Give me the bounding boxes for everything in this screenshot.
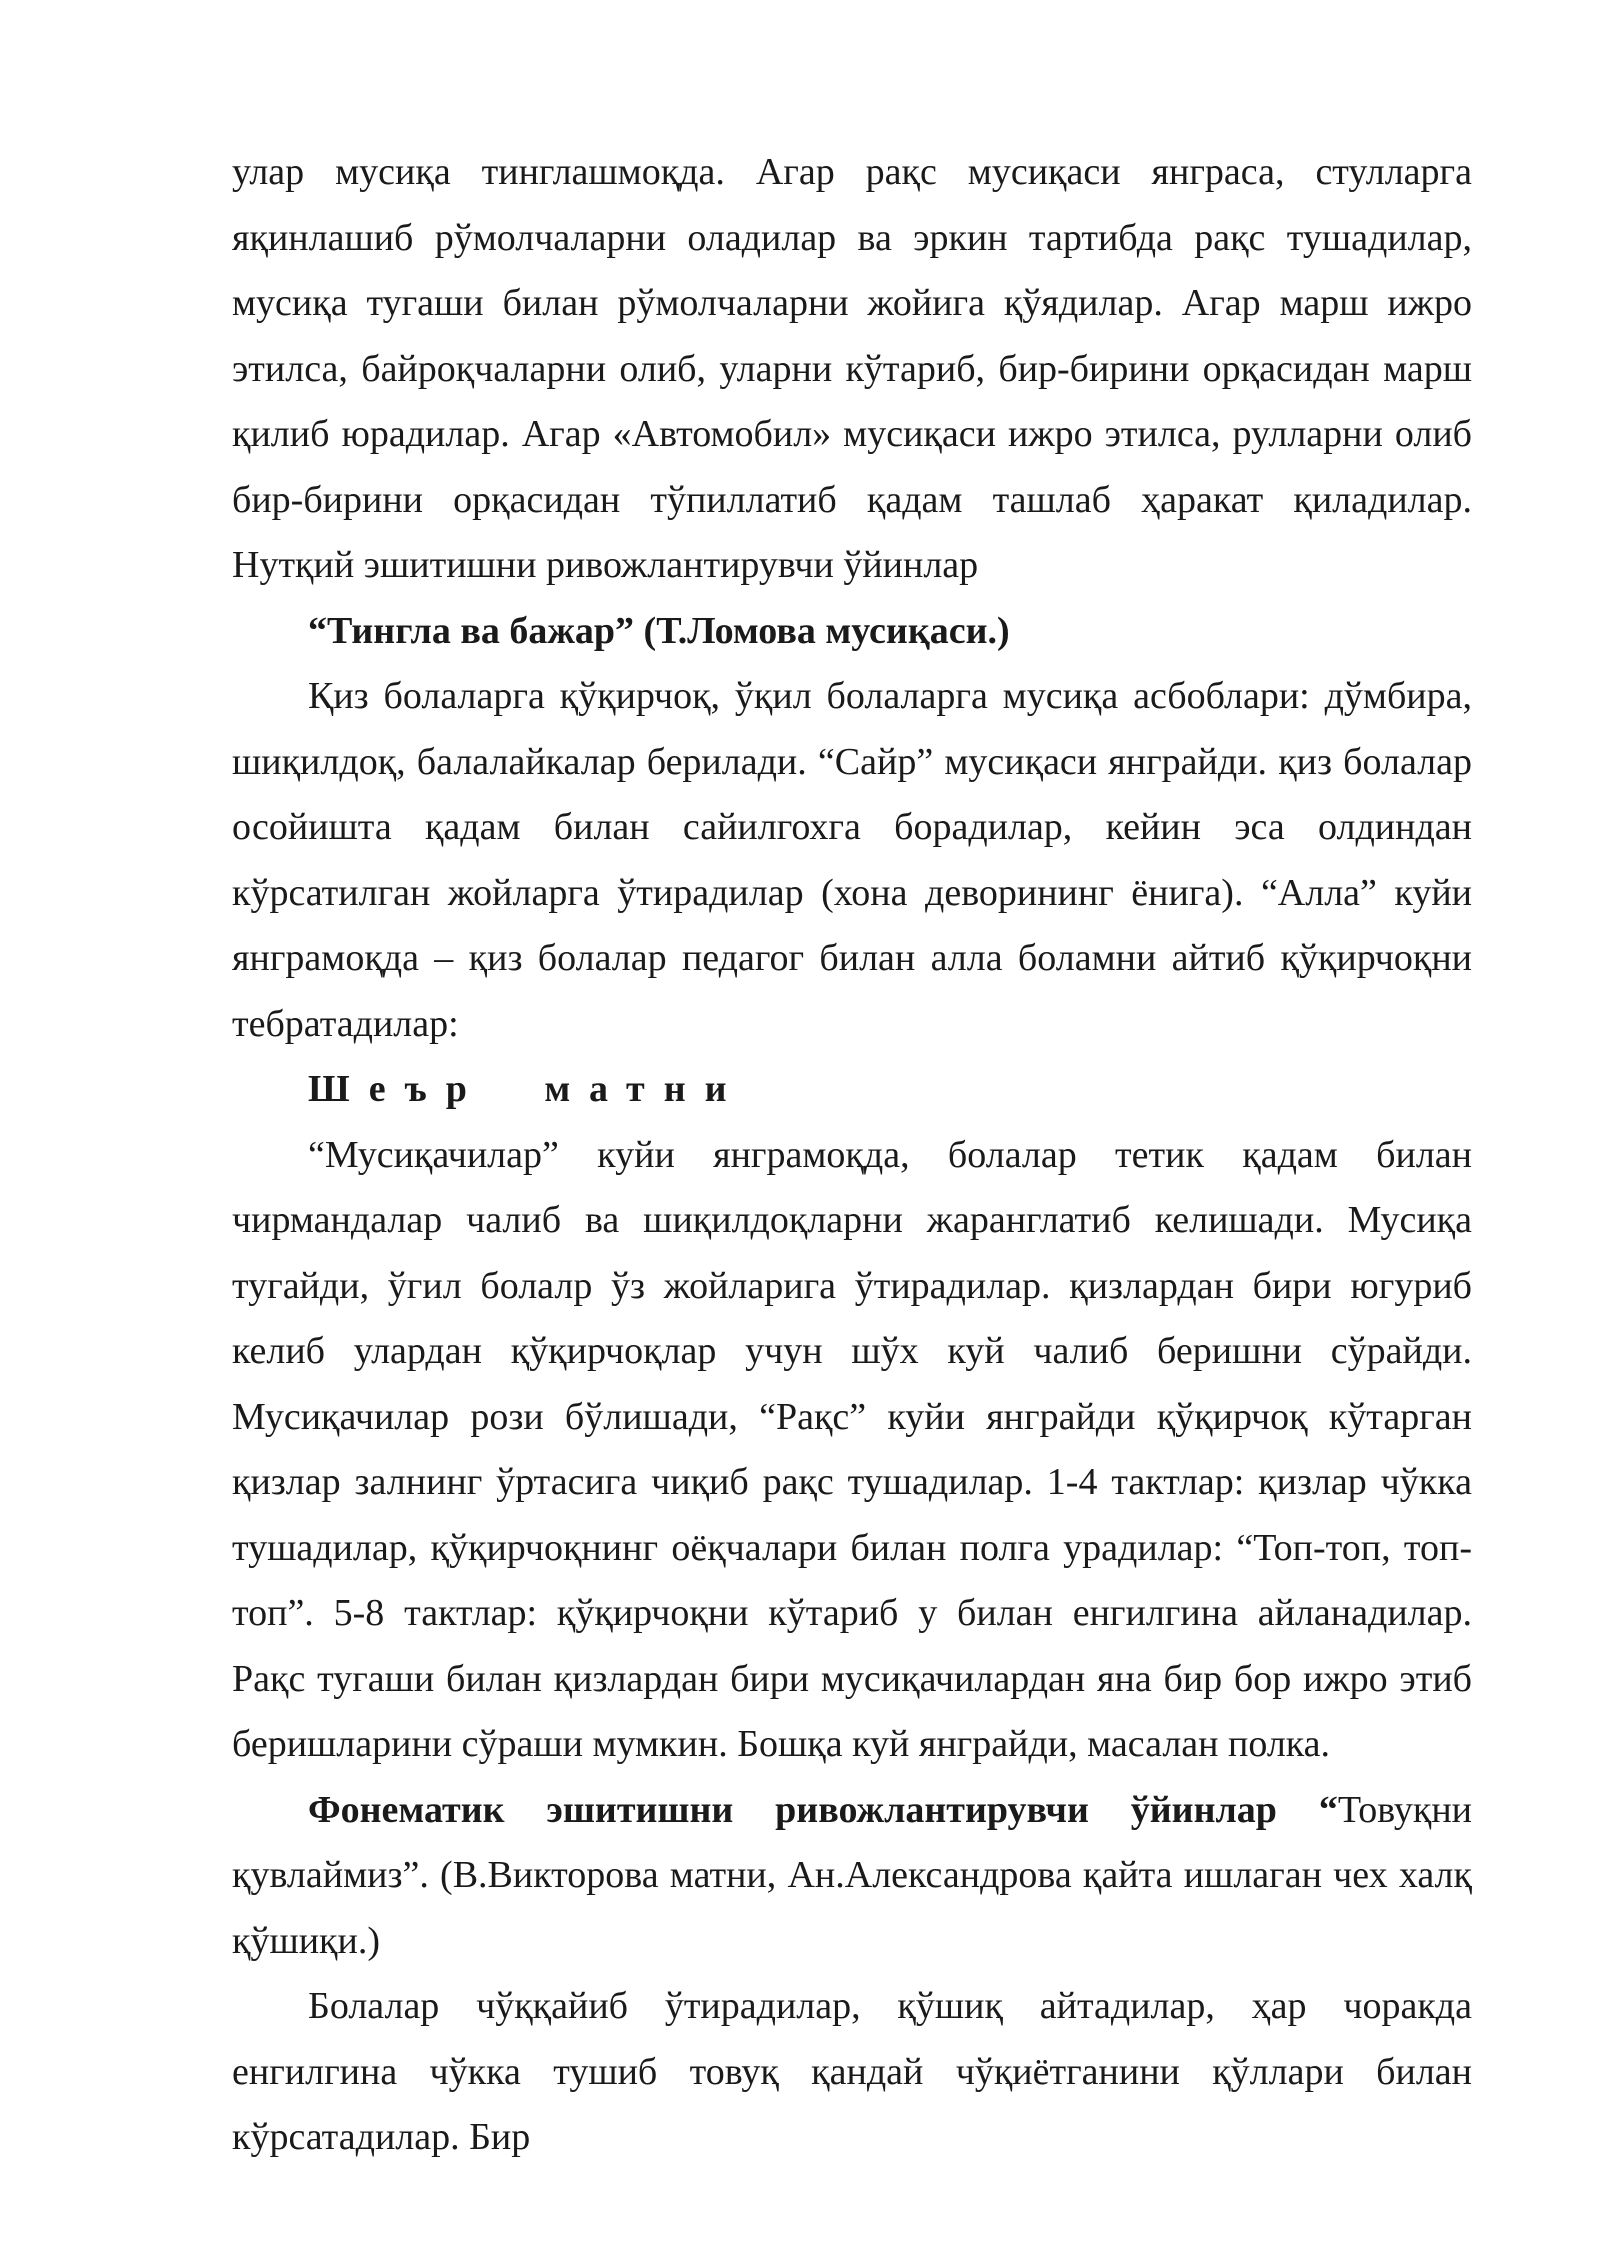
paragraph-1: улар мусиқа тинглашмоқда. Агар рақс мусиқаси янграса, стулларга яқинлашиб рўмолчаларни оладилар ва эркин тартибда рақс тушадилар, мусиқа тугаши билан рўмолчаларни жойига қўядилар. Агар марш ижро этилса, байроқчаларни олиб, уларни кўтариб, бир-бирини орқасидан марш қилиб юрадилар. Агар «Автомобил» мусиқаси ижро этилса, рулларни олиб бир-бирини орқасидан тўпиллатиб қадам ташлаб ҳаракат қиладилар. Нутқий эшитишни ривожлантирувчи ўйинлар: [232, 151, 1472, 586]
paragraph-4-bold-lead: Фонематик эшитишни ривожлантирувчи ўйинлар “: [308, 1788, 1338, 1831]
paragraph-2: Қиз болаларга қўқирчоқ, ўқил болаларга мусиқа асбоблари: дўмбира, шиқилдоқ, балалайкалар берилади. “Сайр” мусиқаси янграйди. қиз болалар осойишта қадам билан сайилгохга борадилар, кейин эса олдиндан кўрсатилган жойларга ўтирадилар (хона деворининг ёнига). “Алла” куйи янграмоқда – қиз болалар педагог билан алла боламни айтиб қўқирчоқни тебратадилар:: [232, 675, 1472, 1045]
document-page: [232, 140, 1472, 2171]
heading-poem-text: Шеър матни: [308, 1068, 746, 1110]
heading-listen-and-do: “Тингла ва бажар” (Т.Ломова мусиқаси.): [308, 609, 1010, 652]
paragraph-4: [232, 1778, 1472, 1975]
paragraph-5: Болалар чўққайиб ўтирадилар, қўшиқ айтадилар, ҳар чоракда енгилгина чўкка тушиб товуқ қандай чўқиётганини қўллари билан кўрсатадилар. Бир: [232, 1985, 1472, 2158]
paragraph-4-rest: Товуқни қувлаймиз”. (В.Викторова матни, Ан.Александрова қайта ишлаган чех халқ қўшиқи.): [232, 1788, 1472, 1962]
paragraph-3: “Мусиқачилар” куйи янграмоқда, болалар тетик қадам билан чирмандалар чалиб ва шиқилдоқларни жаранглатиб келишади. Мусиқа тугайди, ўгил болалр ўз жойларига ўтирадилар. қизлардан бири югуриб келиб улардан қўқирчоқлар учун шўх куй чалиб беришни сўрайди. Мусиқачилар рози бўлишади, “Рақс” куйи янграйди қўқирчоқ кўтарган қизлар залнинг ўртасига чиқиб рақс тушадилар. 1-4 тактлар: қизлар чўкка тушадилар, қўқирчоқнинг оёқчалари билан полга урадилар: “Топ-топ, топ-топ”. 5-8 тактлар: қўқирчоқни кўтариб у билан енгилгина айланадилар. Рақс тугаши билан қизлардан бири мусиқачилардан яна бир бор ижро этиб беришларини сўраши мумкин. Бошқа куй янграйди, масалан полка.: [232, 1133, 1472, 1765]
